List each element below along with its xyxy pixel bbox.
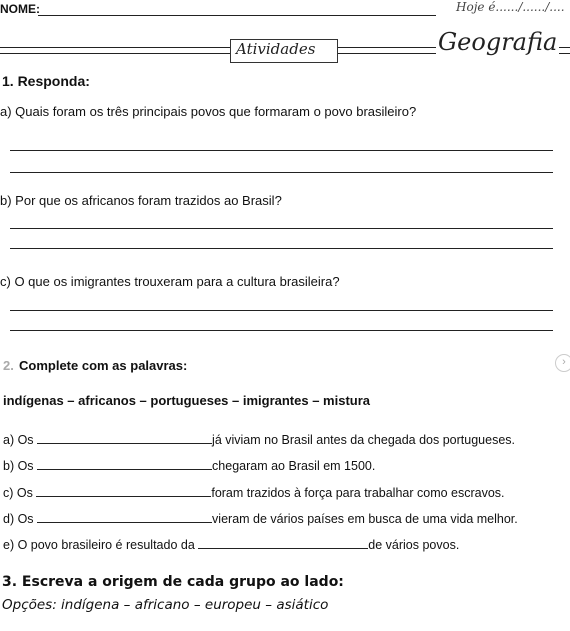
subject-title: Geografia <box>438 28 558 56</box>
q1c-answer-line-1[interactable] <box>10 310 553 311</box>
activities-label: Atividades <box>236 40 316 58</box>
q2-blank[interactable] <box>36 485 211 497</box>
q2-title: Complete com as palavras: <box>19 358 188 373</box>
q2-item-suffix: foram trazidos à força para trabalhar como escravos. <box>211 486 505 500</box>
q2-item-prefix: d) Os <box>3 512 34 526</box>
q1-title: 1. Responda: <box>2 73 90 89</box>
q2-item-suffix: vieram de vários países em busca de uma vida melhor. <box>212 512 518 526</box>
q1c-text: c) O que os imigrantes trouxeram para a cultura brasileira? <box>0 274 340 289</box>
q2-item <box>3 485 505 500</box>
next-arrow-icon[interactable]: › <box>555 354 570 372</box>
name-line[interactable] <box>38 15 436 16</box>
q3-options: Opções: indígena – africano – europeu – asiático <box>2 597 329 613</box>
q2-item-prefix: e) O povo brasileiro é resultado da <box>3 538 195 552</box>
q2-item-prefix: a) Os <box>3 433 34 447</box>
q2-item-prefix: b) Os <box>3 459 34 473</box>
q2-item <box>3 458 375 473</box>
q2-blank[interactable] <box>37 511 212 523</box>
q2-item-prefix: c) Os <box>3 486 33 500</box>
q2-blank[interactable] <box>37 432 212 444</box>
q1a-answer-line-1[interactable] <box>10 150 553 151</box>
q1a-answer-line-2[interactable] <box>10 172 553 173</box>
q2-blank[interactable] <box>198 537 368 549</box>
q2-word-bank: indígenas – africanos – portugueses – imigrantes – mistura <box>3 393 371 408</box>
q1a-text: a) Quais foram os três principais povos que formaram o povo brasileiro? <box>0 104 417 119</box>
q2-item-suffix: de vários povos. <box>368 538 460 552</box>
q1c-answer-line-2[interactable] <box>10 330 553 331</box>
q2-item-suffix: chegaram ao Brasil em 1500. <box>212 459 376 473</box>
q1b-answer-line-2[interactable] <box>10 248 553 249</box>
q1b-text: b) Por que os africanos foram trazidos ao Brasil? <box>0 193 282 208</box>
q2-item-suffix: já viviam no Brasil antes da chegada dos portugueses. <box>212 433 516 447</box>
q3-title: 3. Escreva a origem de cada grupo ao lado: <box>2 574 344 590</box>
q2-item <box>3 511 518 526</box>
date-label: Hoje é....../....../.... <box>456 0 565 14</box>
q2-number: 2. <box>3 358 14 373</box>
q1b-answer-line-1[interactable] <box>10 228 553 229</box>
q2-item <box>3 537 459 552</box>
q2-blank[interactable] <box>37 458 212 470</box>
name-label: NOME: <box>0 2 40 16</box>
q2-item <box>3 432 515 447</box>
